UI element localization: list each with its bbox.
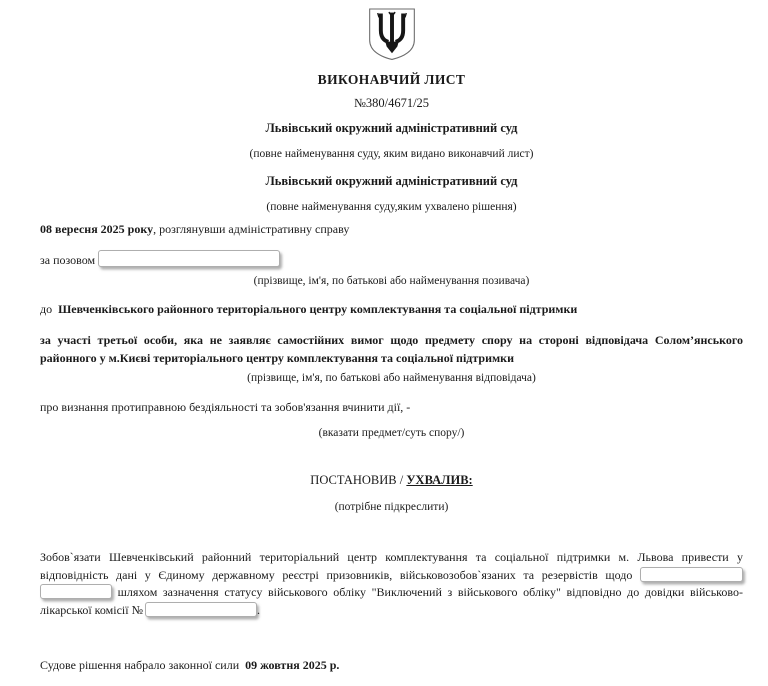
- operative-line-4-suffix: .: [257, 602, 261, 617]
- operative-line-4-text: лікарської комісії №: [40, 602, 144, 617]
- issuing-court-name: Львівський окружний адміністративний суд: [265, 121, 518, 135]
- case-number: №380/4671/25: [353, 96, 430, 110]
- redaction-box-certificate-number: [145, 602, 257, 617]
- legal-force-date: 09 жовтня 2025 р.: [245, 658, 340, 672]
- deciding-court-name: Львівський окружний адміністративний суд: [265, 174, 518, 188]
- operative-line-4: [40, 602, 743, 620]
- defendant-line: [40, 302, 743, 316]
- document-title: ВИКОНАВЧИЙ ЛИСТ: [317, 72, 466, 87]
- claimant-line: [40, 250, 743, 269]
- decision-date: 08 вересня 2025 року: [40, 222, 154, 236]
- subject-caption: (вказати предмет/суть спору/): [318, 427, 465, 439]
- operative-paragraph: [40, 549, 743, 619]
- executive-writ-document: [0, 5, 768, 672]
- issuing-court-caption: (повне найменування суду, яким видано виконавчий лист): [249, 148, 534, 160]
- coat-of-arms: [367, 5, 417, 63]
- redaction-box-claimant: [98, 250, 280, 267]
- operative-line-2: [40, 567, 743, 585]
- redaction-box-person-2: [40, 584, 112, 599]
- resolution-heading: [40, 473, 743, 488]
- third-party-line-1: за участі третьої особи, яка не заявляє самостійних вимог щодо предмету спору на стороні відповідача Солом’янського: [40, 333, 743, 347]
- operative-line-2-text: відповідність дані у Єдиному державному реєстрі призовників, військовозобов`язаних та резервістів щодо: [40, 567, 633, 582]
- resolution-heading-underlined: УХВАЛИВ:: [406, 473, 473, 487]
- third-party-line-2: районного у м.Києві територіального центру комплектування та соціальної підтримки: [40, 351, 514, 365]
- decision-date-line: [40, 222, 743, 236]
- operative-line-3-text: шляхом зазначення статусу військового обліку "Виключений з військового обліку" відповідно до довідки військово-: [117, 585, 743, 599]
- legal-force-line: [40, 658, 743, 672]
- redaction-box-person-1: [640, 567, 743, 582]
- third-party-paragraph: [40, 331, 743, 367]
- case-subject: про визнання протиправною бездіяльності та зобов'язання вчинити дії, -: [40, 400, 411, 414]
- resolution-heading-prefix: ПОСТАНОВИВ /: [310, 473, 404, 487]
- deciding-court-caption: (повне найменування суду,яким ухвалено рішення): [266, 201, 517, 213]
- respondent-caption: (прізвище, ім'я, по батькові або найменування відповідача): [247, 372, 536, 384]
- claimant-label: за позовом: [40, 253, 96, 267]
- defendant-label: до: [40, 302, 53, 316]
- ukraine-trident-icon: [367, 5, 417, 63]
- operative-line-1: Зобов`язати Шевченківський районний територіальний центр комплектування та соціальної підтримки м. Львова привести у: [40, 550, 743, 564]
- decision-intro: , розглянувши адміністративну справу: [153, 222, 350, 236]
- legal-force-text: Судове рішення набрало законної сили: [40, 658, 240, 672]
- defendant-name: Шевченківського районного територіального центру комплектування та соціальної підтримки: [58, 302, 578, 316]
- claimant-caption: (прізвище, ім'я, по батькові або найменування позивача): [253, 275, 530, 287]
- resolution-caption: (потрібне підкреслити): [334, 501, 449, 513]
- operative-line-3: [40, 584, 743, 602]
